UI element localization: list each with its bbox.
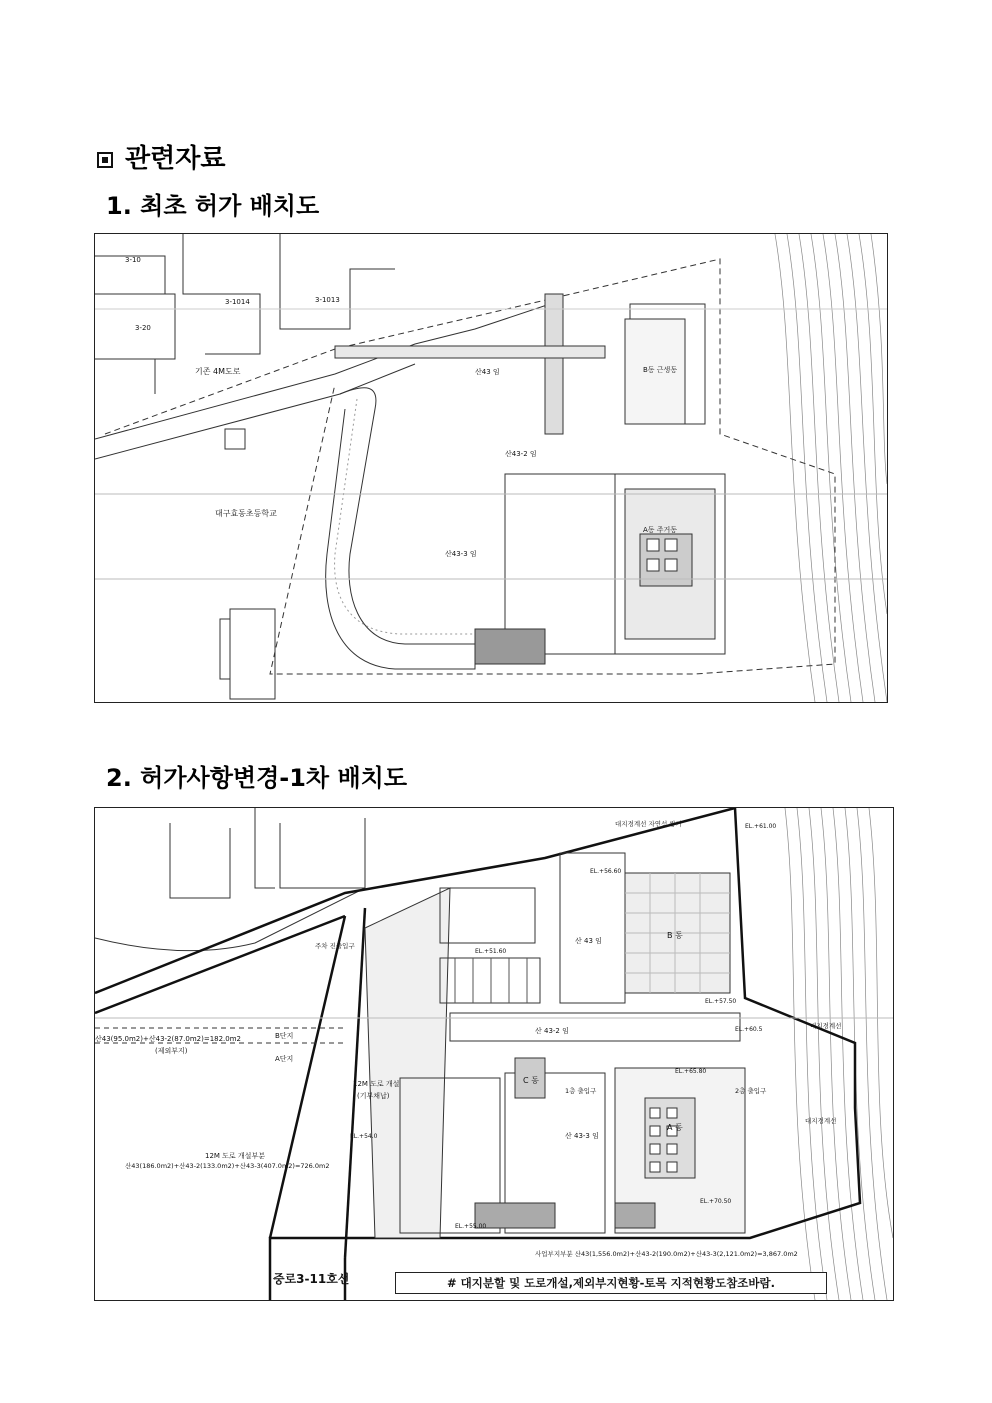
label-el-1: EL.+51.60 [475, 948, 507, 955]
label-lot-top: 산43 임 [475, 368, 500, 376]
label-lot-c: 3-10 [125, 256, 141, 264]
revised-site-plan-drawing [95, 808, 893, 1300]
label-lot-b: 3-1013 [315, 296, 340, 304]
label-building-b: B동 근생동 [643, 366, 678, 374]
label-lot-low: 산 43-3 임 [565, 1132, 599, 1140]
label-building-c: C 동 [523, 1076, 539, 1085]
label-building-a: A 동 [667, 1123, 683, 1132]
plan1-heading: 1. 최초 허가 배치도 [106, 192, 320, 220]
label-road-12m-sub: (기부채납) [357, 1092, 390, 1100]
label-el-2: EL.+56.60 [590, 868, 622, 875]
initial-site-plan [94, 233, 888, 703]
main-heading-text: 관련자료 [125, 144, 226, 174]
label-el-6: EL.+54.0 [350, 1133, 378, 1140]
label-road: 기존 4M도로 [195, 367, 241, 376]
label-el-9: EL.+70.50 [700, 1198, 732, 1205]
label-lot-d: 3-20 [135, 324, 151, 332]
label-el-8: EL.+65.80 [675, 1068, 707, 1075]
label-lot-top: 산 43 임 [575, 937, 602, 945]
label-lot-mid: 산43-2 임 [505, 450, 537, 458]
initial-site-plan-drawing [95, 234, 887, 702]
label-entrance-1: 주차 진출입구 [315, 942, 355, 950]
label-entrance-3: 2층 출입구 [735, 1087, 767, 1095]
label-exclusion: (제외부지) [155, 1047, 188, 1055]
label-building-b: B 동 [667, 931, 683, 940]
label-lot-a: 3-1014 [225, 298, 250, 306]
label-boundary-2: 대지경계선 [810, 1022, 842, 1030]
label-block-b: B단지 [275, 1032, 294, 1040]
label-road-detail-title: 12M 도로 개설부분 [205, 1152, 265, 1160]
label-lot-low: 산43-3 임 [445, 550, 477, 558]
road-name: 중로3-11호선 [273, 1272, 350, 1286]
label-lot-mid: 산 43-2 임 [535, 1027, 569, 1035]
label-block-a: A단지 [275, 1055, 294, 1063]
label-entrance-2: 1층 출입구 [565, 1087, 597, 1095]
label-building-a: A동 주거동 [643, 526, 678, 534]
label-el-3: EL.+61.00 [745, 823, 777, 830]
label-el-7: EL.+55.00 [455, 1223, 487, 1230]
main-heading [97, 138, 225, 175]
plan-note: # 대지분할 및 도로개설,제외부지현황-토목 지적현황도참조바람. [395, 1272, 827, 1294]
label-road-detail: 산43(186.0m2)+산43-2(133.0m2)+산43-3(407.0m2)=726.0m2 [125, 1162, 330, 1170]
label-site-area: 사업부지부분 산43(1,556.0m2)+산43-2(190.0m2)+산43-3(2,121.0m2)=3,867.0m2 [535, 1250, 798, 1258]
label-exclusion-area: 산43(95.0m2)+산43-2(87.0m2)=182.0m2 [95, 1035, 242, 1043]
checkbox-square-icon [97, 152, 113, 168]
label-el-5: EL.+60.5 [735, 1026, 763, 1033]
revised-site-plan [94, 807, 894, 1301]
plan2-heading: 2. 허가사항변경-1차 배치도 [106, 764, 408, 792]
label-el-4: EL.+57.50 [705, 998, 737, 1005]
label-boundary-3: 대지경계선 [805, 1117, 837, 1125]
label-boundary-1: 대지경계선 자연석 쌓기 [615, 820, 682, 828]
label-school: 대구효동초등학교 [215, 509, 277, 518]
label-road-12m: 12M 도로 개설 [353, 1080, 400, 1088]
